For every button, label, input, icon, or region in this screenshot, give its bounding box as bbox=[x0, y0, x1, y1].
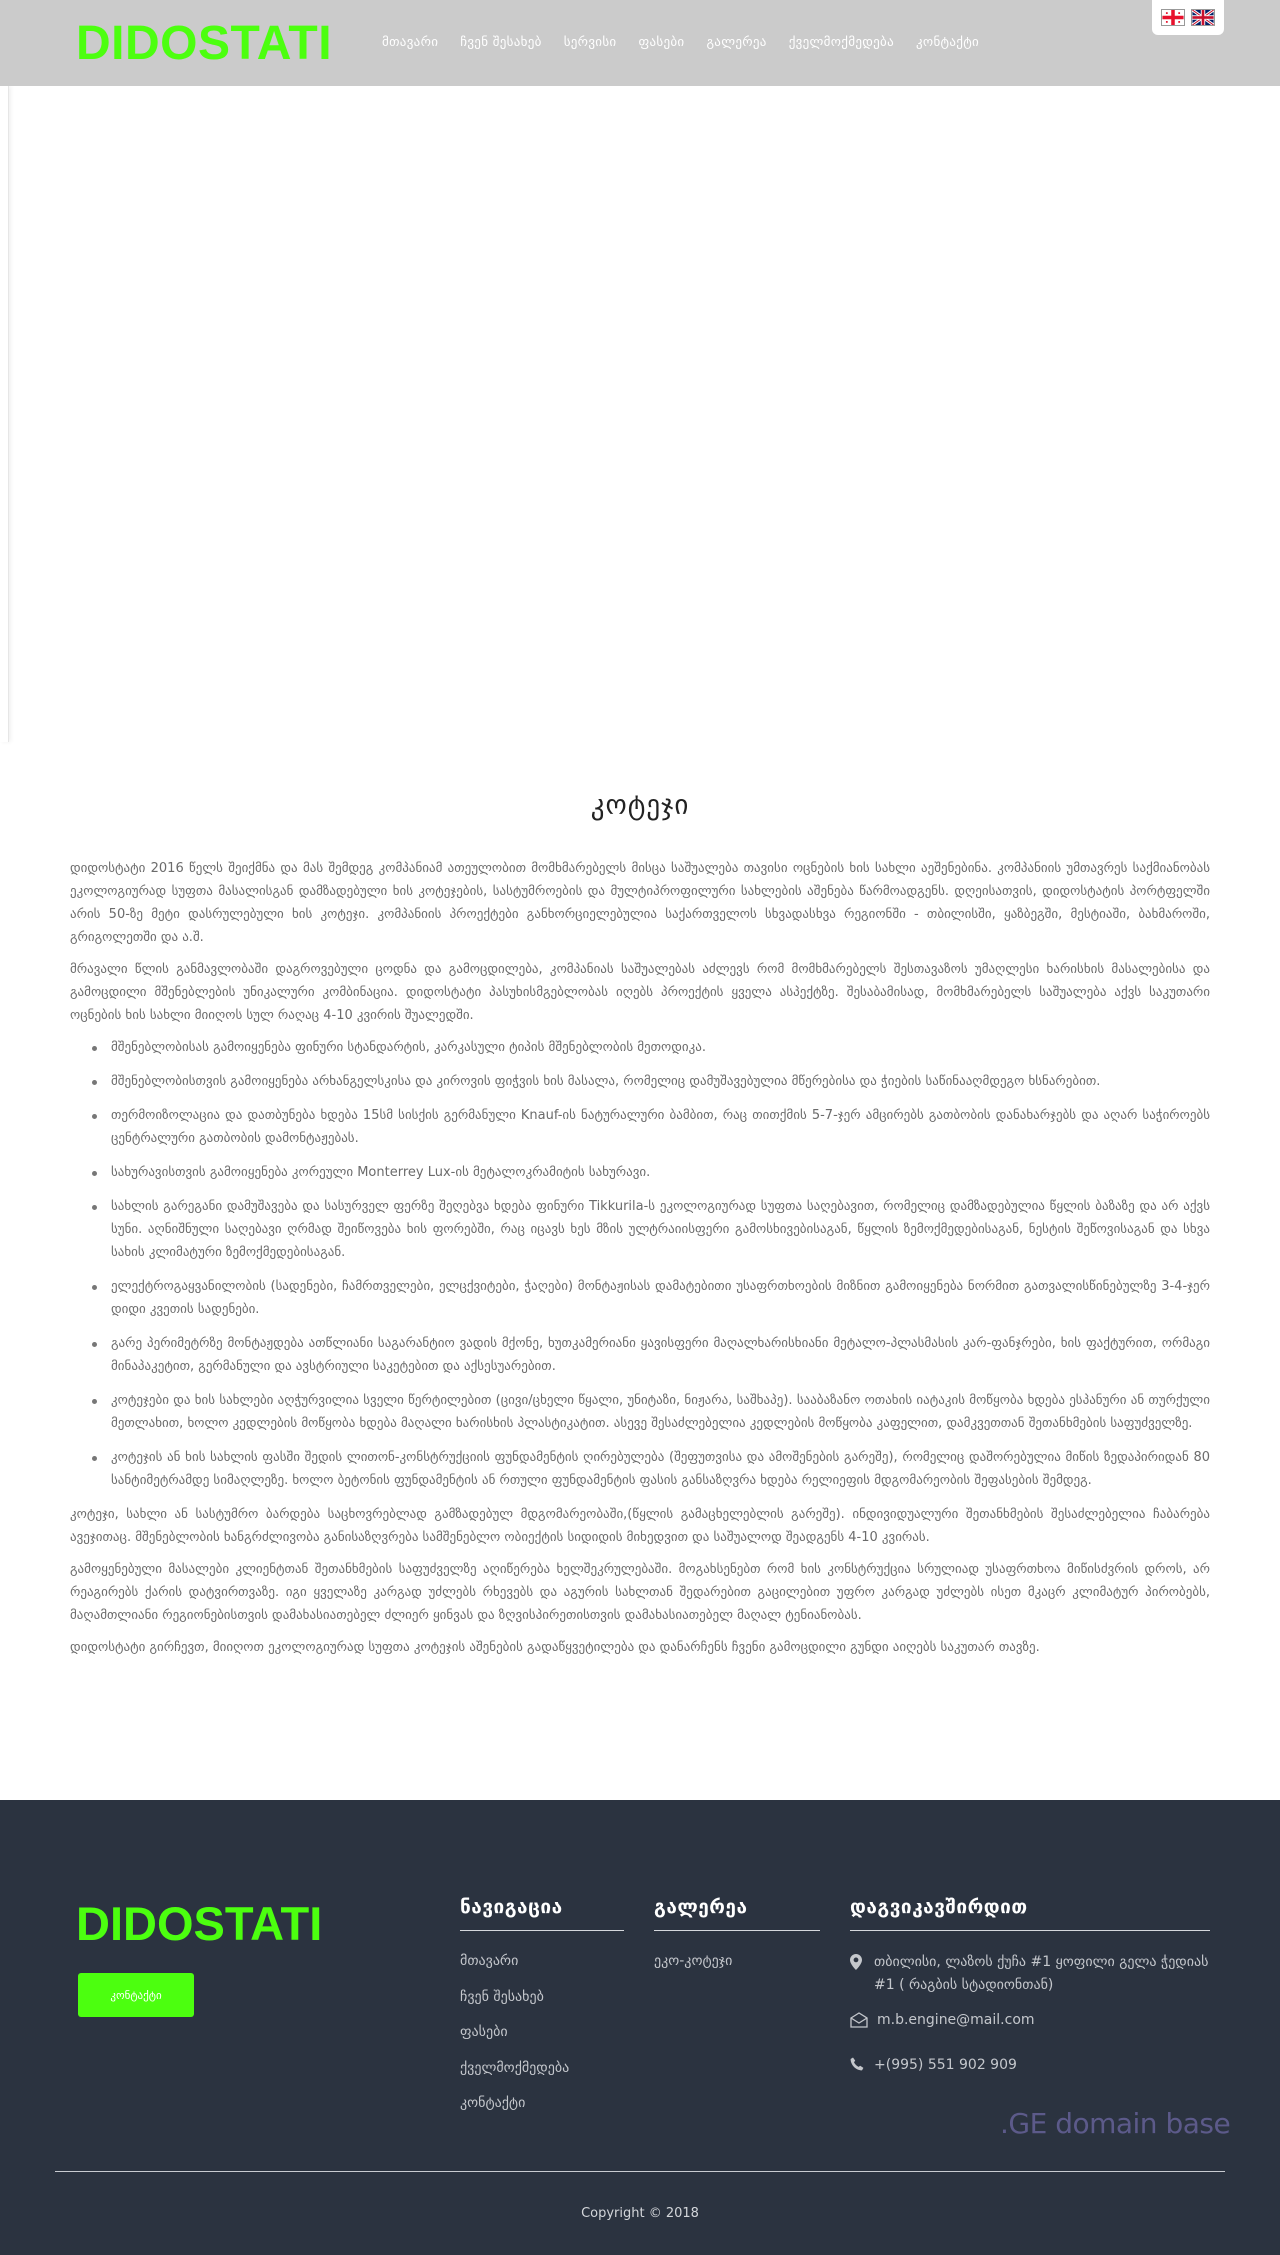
footer-link-charity[interactable]: ქველმოქმედება bbox=[460, 2059, 570, 2076]
footer-contact bbox=[850, 1896, 1210, 2089]
nav-item-service[interactable]: სერვისი bbox=[563, 35, 617, 50]
list-item: მშენებლობისას გამოიყენება ფინური სტანდარტის, კარკასული ტიპის მშენებლობის მეთოდიკა. bbox=[70, 1036, 1210, 1059]
site-header bbox=[0, 0, 1280, 86]
main-nav bbox=[382, 32, 1001, 54]
footer-logo[interactable]: DIDOSTATI bbox=[76, 1897, 323, 1950]
page-title: კოტეჯი bbox=[590, 790, 690, 821]
closing-paragraph: დიდოსტატი გირჩევთ, მიიღოთ ეკოლოგიურად სუფთა კოტეჯის აშენების გადაწყვეტილება და დანარჩენს ჩვენი გამოცდილი გუნდი აიღებს საკუთარ თავზე. bbox=[70, 1640, 1040, 1655]
contact-address bbox=[850, 1951, 1210, 1997]
contact-phone bbox=[850, 2054, 1210, 2077]
slider-panel-edge bbox=[0, 86, 9, 742]
features-list bbox=[70, 1036, 1210, 1492]
list-item: კოტეჯები და ხის სახლები აღჭურვილია სველი წერტილებით (ცივი/ცხელი წყალი, უნიტაზი, ნიჟარა, საშხაპე). სააბაზანო ოთახის იატაკის მოწყობა ხდება ესპანური ან თურქული მეთლახით, ხოლო კედლების მოწყობა ხდება მაღალი ხარისხის პლასტიკატით. ასევე შესაძლებელია კედლების მოწყობა კაფელით, დამკვეთთან შეთანხმების საფუძველზე. bbox=[70, 1389, 1210, 1435]
nav-item-about[interactable]: ჩვენ შესახებ bbox=[460, 35, 542, 50]
email-link[interactable]: m.b.engine@mail.com bbox=[877, 2012, 1035, 2028]
footer-link-about[interactable]: ჩვენ შესახებ bbox=[460, 1988, 544, 2005]
materials-paragraph: გამოყენებული მასალები კლიენტთან შეთანხმების საფუძველზე აღიწერება ხელშეკრულებაში. მოგახსენებთ რომ ხის კონსტრუქცია სრულიად უსაფრთხოა მიწისძვრის დროს, არ რეაგირებს ქარის დატვირთვაზე. იგი ყველაზე კარგად უძლებს რხევებს და აგურის სახლთან შედარებით გაცილებით უფრო კარგად უძლებს ისეთ მკაცრ კლიმატურ პირობებს, მაღამთლიანი რეგიონებისთვის დამახასიათებელ ძლიერ ყინვას და ზღვისპირეთისთვის დამახასიათებელ მაღალ ტენიანობას. bbox=[70, 1562, 1210, 1623]
phone-icon bbox=[850, 2054, 874, 2071]
footer-gallery-heading: გალერეა bbox=[654, 1896, 820, 1931]
contact-button[interactable]: კონტაქტი bbox=[78, 1973, 194, 2017]
footer-nav-heading: ნავიგაცია bbox=[460, 1896, 624, 1931]
georgia-flag-icon[interactable] bbox=[1161, 9, 1185, 26]
uk-flag-icon[interactable] bbox=[1191, 9, 1215, 26]
footer-gallery bbox=[654, 1896, 820, 1987]
nav-item-contact[interactable]: კონტაქტი bbox=[916, 35, 980, 50]
hero-slider bbox=[0, 86, 1280, 741]
intro-paragraph: დიდოსტატი 2016 წელს შეიქმნა და მას შემდეგ კომპანიამ ათეულობით მომხმარებელს მისცა საშუალება თავისი ოცნების ხის სახლი აეშენებინა. კომპანიის უმთავრეს საქმიანობას ეკოლოგიურად სუფთა მასალისგან დამზადებული ხის კოტეჯების, სასტუმროების და მულტიპროფილური სახლების აშენება წარმოადგენს. დღეისათვის, დიდოსტატის პორტფელში არის 50-ზე მეტი დასრულებული ხის კოტეჯი. კომპანიის პროექტები განხორციელებულია საქართველოს სხვადასხვა რეგიონში - თბილისში, ყაზბეგში, მესტიაში, ბახმაროში, გრიგოლეთში და ა.შ. bbox=[70, 861, 1210, 945]
footer-navigation bbox=[460, 1896, 624, 2129]
list-item: გარე პერიმეტრზე მონტაჟდება ათწლიანი საგარანტიო ვადის მქონე, ხუთკამერიანი ყავისფერი მაღალხარისხიანი მეტალო-პლასმასის კარ-ფანჯრები, ხის ფაქტურით, ორმაგი მინაპაკეტით, გერმანული და ავსტრიული საკეტებით და აქსესუარებით. bbox=[70, 1332, 1210, 1378]
contact-email bbox=[850, 2009, 1210, 2032]
handover-paragraph: კოტეჯი, სახლი ან სასტუმრო ბარდება საცხოვრებლად გამზადებულ მდგომარეობაში,(წყლის გამაცხელებლის გარეშე). ინდივიდუალური შეთანხმების შესაძლებელია ჩაბარება ავეჯითაც. მშენებლობის ხანგრძლივობა განისაზღვრება სამშენებლო ობიექტის სიდიდის მიხედვით და საშუალოდ შეადგენს 4-10 კვირას. bbox=[70, 1507, 1210, 1545]
footer-link-home[interactable]: მთავარი bbox=[460, 1953, 519, 1969]
footer-link-prices[interactable]: ფასები bbox=[460, 2024, 508, 2040]
map-pin-icon bbox=[850, 1951, 874, 1970]
list-item: სახურავისთვის გამოიყენება კორეული Monterrey Lux-ის მეტალოკრამიტის სახურავი. bbox=[70, 1161, 1210, 1184]
main-content bbox=[70, 790, 1210, 1668]
envelope-icon bbox=[850, 2009, 874, 2028]
list-item: სახლის გარეგანი დამუშავება და სასურველ ფერზე შეღებვა ხდება ფინური Tikkurila-ს ეკოლოგიურად სუფთა საღებავით, რომელიც დამზადებულია წყლის ბაზაზე და არ აქვს სუნი. აღნიშნული საღებავი ღრმად შეიწოვება ხის ფორებში, რაც იცავს ხეს მზის ულტრაიისფერი გამოსხივებისაგან, წყლის ზემოქმედებისაგან, ნესტის შეწოვისაგან და სხვა სახის კლიმატური ზემოქმედებისაგან. bbox=[70, 1195, 1210, 1264]
copyright-text: Copyright © 2018 bbox=[581, 2206, 699, 2221]
footer-contact-heading: დაგვიკავშირდით bbox=[850, 1896, 1210, 1931]
nav-item-gallery[interactable]: გალერეა bbox=[706, 35, 767, 50]
footer-divider bbox=[55, 2171, 1225, 2172]
footer-link-eco-cottage[interactable]: ეკო-კოტეჯი bbox=[654, 1953, 733, 1969]
list-item: მშენებლობისთვის გამოიყენება არხანგელსკისა და კიროვის ფიჭვის ხის მასალა, რომელიც დამუშავებულია მწერებისა და ჭიების საწინააღმდეგო ხსნარებით. bbox=[70, 1070, 1210, 1093]
nav-item-prices[interactable]: ფასები bbox=[638, 35, 685, 50]
nav-item-home[interactable]: მთავარი bbox=[382, 35, 439, 50]
nav-item-charity[interactable]: ქველმოქმედება bbox=[788, 35, 894, 50]
experience-paragraph: მრავალი წლის განმავლობაში დაგროვებული ცოდნა და გამოცდილება, კომპანიას საშუალებას აძლევს რომ მომხმარებელს შესთავაზოს უმაღლესი ხარისხის მასალებისა და გამოცდილი მშენებლების უნიკალური კომბინაცია. დიდოსტატი პასუხისმგებლობას იღებს პროექტის ყველა ასპექტზე. შესაბამისად, მომხმარებელს საშუალება აქვს საკუთარი ოცნების ხის სახლი მიიღოს სულ რაღაც 4-10 კვირის შუალედში. bbox=[70, 962, 1210, 1023]
list-item: თერმოიზოლაცია და დათბუნება ხდება 15სმ სისქის გერმანული Knauf-ის ნატურალური ბამბით, რაც თითქმის 5-7-ჯერ ამცირებს გათბობის დანახარჯებს და აღარ საჭიროებს ცენტრალური გათბობის დამონტაჟებას. bbox=[70, 1104, 1210, 1150]
phone-link[interactable]: +(995) 551 902 909 bbox=[874, 2057, 1017, 2073]
language-switcher bbox=[1152, 0, 1224, 35]
list-item: კოტეჯის ან ხის სახლის ფასში შედის ლითონ-კონსტრუქციის ფუნდამენტის ღირებულება (შეფუთვისა და ამოშენების გარეშე), რომელიც დაშორებულია მიწის ზედაპირიდან 80 სანტიმეტრამდე სიმაღლეზე. ხოლო ბეტონის ფუნდამენტის ან რთული ფუნდამენტის ფასის განსაზღვრა ხდება რელიეფის მდგომარეობის შეფასების შემდეგ. bbox=[70, 1446, 1210, 1492]
site-logo[interactable]: DIDOSTATI bbox=[76, 17, 333, 70]
list-item: ელექტროგაყვანილობის (სადენები, ჩამრთველები, ელცქვიტები, ჭაღები) მონტაჟისას დამატებითი უსაფრთხოების მიზნით გამოიყენება ნორმით გათვალისწინებულზე 3-4-ჯერ დიდი კვეთის სადენები. bbox=[70, 1275, 1210, 1321]
site-footer bbox=[0, 1800, 1280, 2255]
domain-base-badge[interactable]: .GE domain base bbox=[1000, 2107, 1231, 2140]
address-text: თბილისი, ლაზოს ქუჩა #1 ყოფილი გელა ჭედიას #1 ( რაგბის სტადიონთან) bbox=[874, 1954, 1209, 1993]
footer-link-contact[interactable]: კონტაქტი bbox=[460, 2095, 526, 2111]
